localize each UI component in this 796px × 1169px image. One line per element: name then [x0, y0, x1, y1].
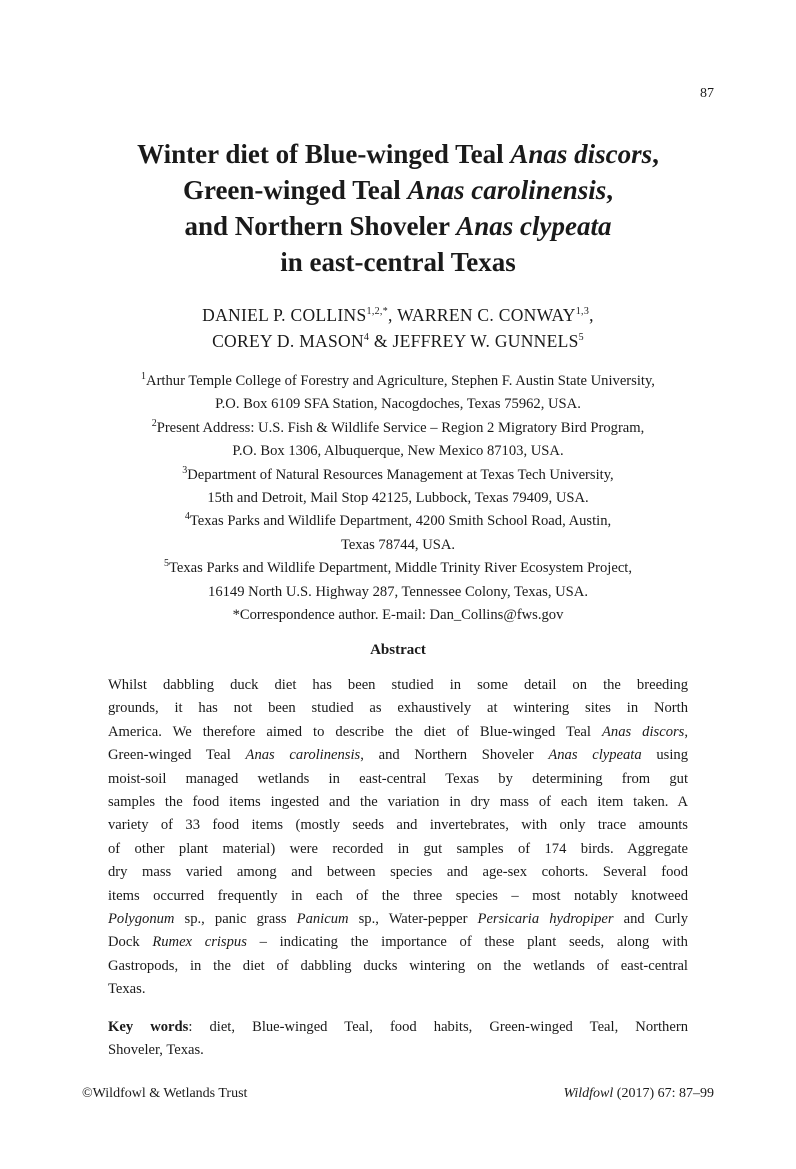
affiliation-5-line-1: $^5$Texas Parks and Wildlife Department, Middle Trinity River Ecosystem Project, — [163, 558, 633, 577]
abstract-line: samples the food items ingested and the variation in dry mass of each item taken. A — [108, 794, 688, 811]
footer-copyright: ©Wildfowl & Wetlands Trust — [82, 1086, 248, 1101]
abstract-line: dry mass varied among and between species and age-sex cohorts. Several food — [108, 864, 688, 881]
keywords-line-2: Shoveler, Texas. — [108, 1042, 204, 1059]
title-line-2: Green-winged Teal Anas carolinensis, — [182, 175, 614, 205]
abstract-body — [108, 674, 688, 1002]
affiliation-3-line-2: 15th and Detroit, Mail Stop 42125, Lubbock, Texas 79409, USA. — [207, 490, 589, 507]
correspondence-email: *Correspondence author. E-mail: Dan_Collins@fws.gov — [232, 607, 564, 624]
keywords-line-1: Key words: diet, Blue-winged Teal, food habits, Green-winged Teal, Northern — [108, 1019, 688, 1035]
title-line-3: and Northern Shoveler Anas clypeata — [184, 211, 612, 241]
article-title — [60, 136, 736, 280]
author-list — [60, 302, 736, 354]
abstract-line: moist-soil managed wetlands in east-central Texas by determining from gut — [108, 770, 688, 787]
affiliation-4-line-1: $^4$Texas Parks and Wildlife Department, 4200 Smith School Road, Austin, — [184, 511, 612, 530]
affiliations — [60, 370, 736, 627]
affiliation-1-line-1: $^1$Arthur Temple College of Forestry and Agriculture, Stephen F. Austin State University, — [141, 371, 655, 389]
affiliation-1-line-2: P.O. Box 6109 SFA Station, Nacogdoches, Texas 75962, USA. — [215, 396, 581, 413]
abstract-line: grounds, it has not been studied as exhaustively at wintering sites in North — [108, 700, 688, 717]
abstract-line: Polygonum sp., panic grass Panicum sp., Water-pepper Persicaria hydropiper and Curly — [108, 911, 688, 928]
title-line-1: Winter diet of Blue-winged Teal Anas discors, — [137, 139, 659, 169]
affiliation-4-line-2: Texas 78744, USA. — [340, 536, 456, 553]
authors-line-1: DANIEL P. $COLLINS^{1,2,*}$, WARREN C. CONWAY$^{1,3}$, — [202, 305, 594, 325]
title-line-4: in east-central Texas — [280, 247, 516, 277]
abstract-line: Whilst dabbling duck diet has been studied in some detail on the breeding — [108, 677, 688, 693]
abstract-line: variety of 33 food items (mostly seeds and invertebrates, with only trace amounts — [108, 817, 688, 834]
abstract-line: items occurred frequently in each of the three species – most notably knotweed — [108, 887, 688, 904]
page-number: 87 — [700, 86, 714, 101]
abstract-line: Green-winged Teal Anas carolinensis, and Northern Shoveler Anas clypeata using — [108, 747, 688, 764]
keywords-label: Key words — [108, 1019, 189, 1035]
abstract-line: of other plant material) were recorded in gut samples of 174 birds. Aggregate — [108, 840, 688, 857]
abstract-line: America. We therefore aimed to describe the diet of Blue-winged Teal Anas discors, — [108, 723, 688, 740]
affiliation-5-line-2: 16149 North U.S. Highway 287, Tennessee Colony, Texas, USA. — [208, 583, 588, 600]
footer-citation: Wildfowl (2017) 67: 87–99 — [563, 1086, 714, 1101]
abstract-line: Texas. — [108, 981, 146, 998]
abstract-line: Dock Rumex crispus – indicating the importance of these plant seeds, along with — [108, 934, 688, 951]
affiliation-2-line-1: $^2$Present Address: U.S. Fish & Wildlife Service – Region 2 Migratory Bird Program, — [151, 417, 645, 436]
abstract-heading: Abstract — [370, 642, 426, 658]
authors-line-2: COREY D. MASON$^4$ & JEFFREY W. GUNNELS$^5$ — [212, 331, 584, 351]
keywords — [108, 1016, 688, 1063]
abstract-line: Gastropods, in the diet of dabbling ducks wintering on the wetlands of east-central — [108, 957, 688, 974]
affiliation-2-line-2: P.O. Box 1306, Albuquerque, New Mexico 87103, USA. — [232, 443, 564, 460]
affiliation-3-line-1: $^3$Department of Natural Resources Management at Texas Tech University, — [182, 464, 614, 483]
